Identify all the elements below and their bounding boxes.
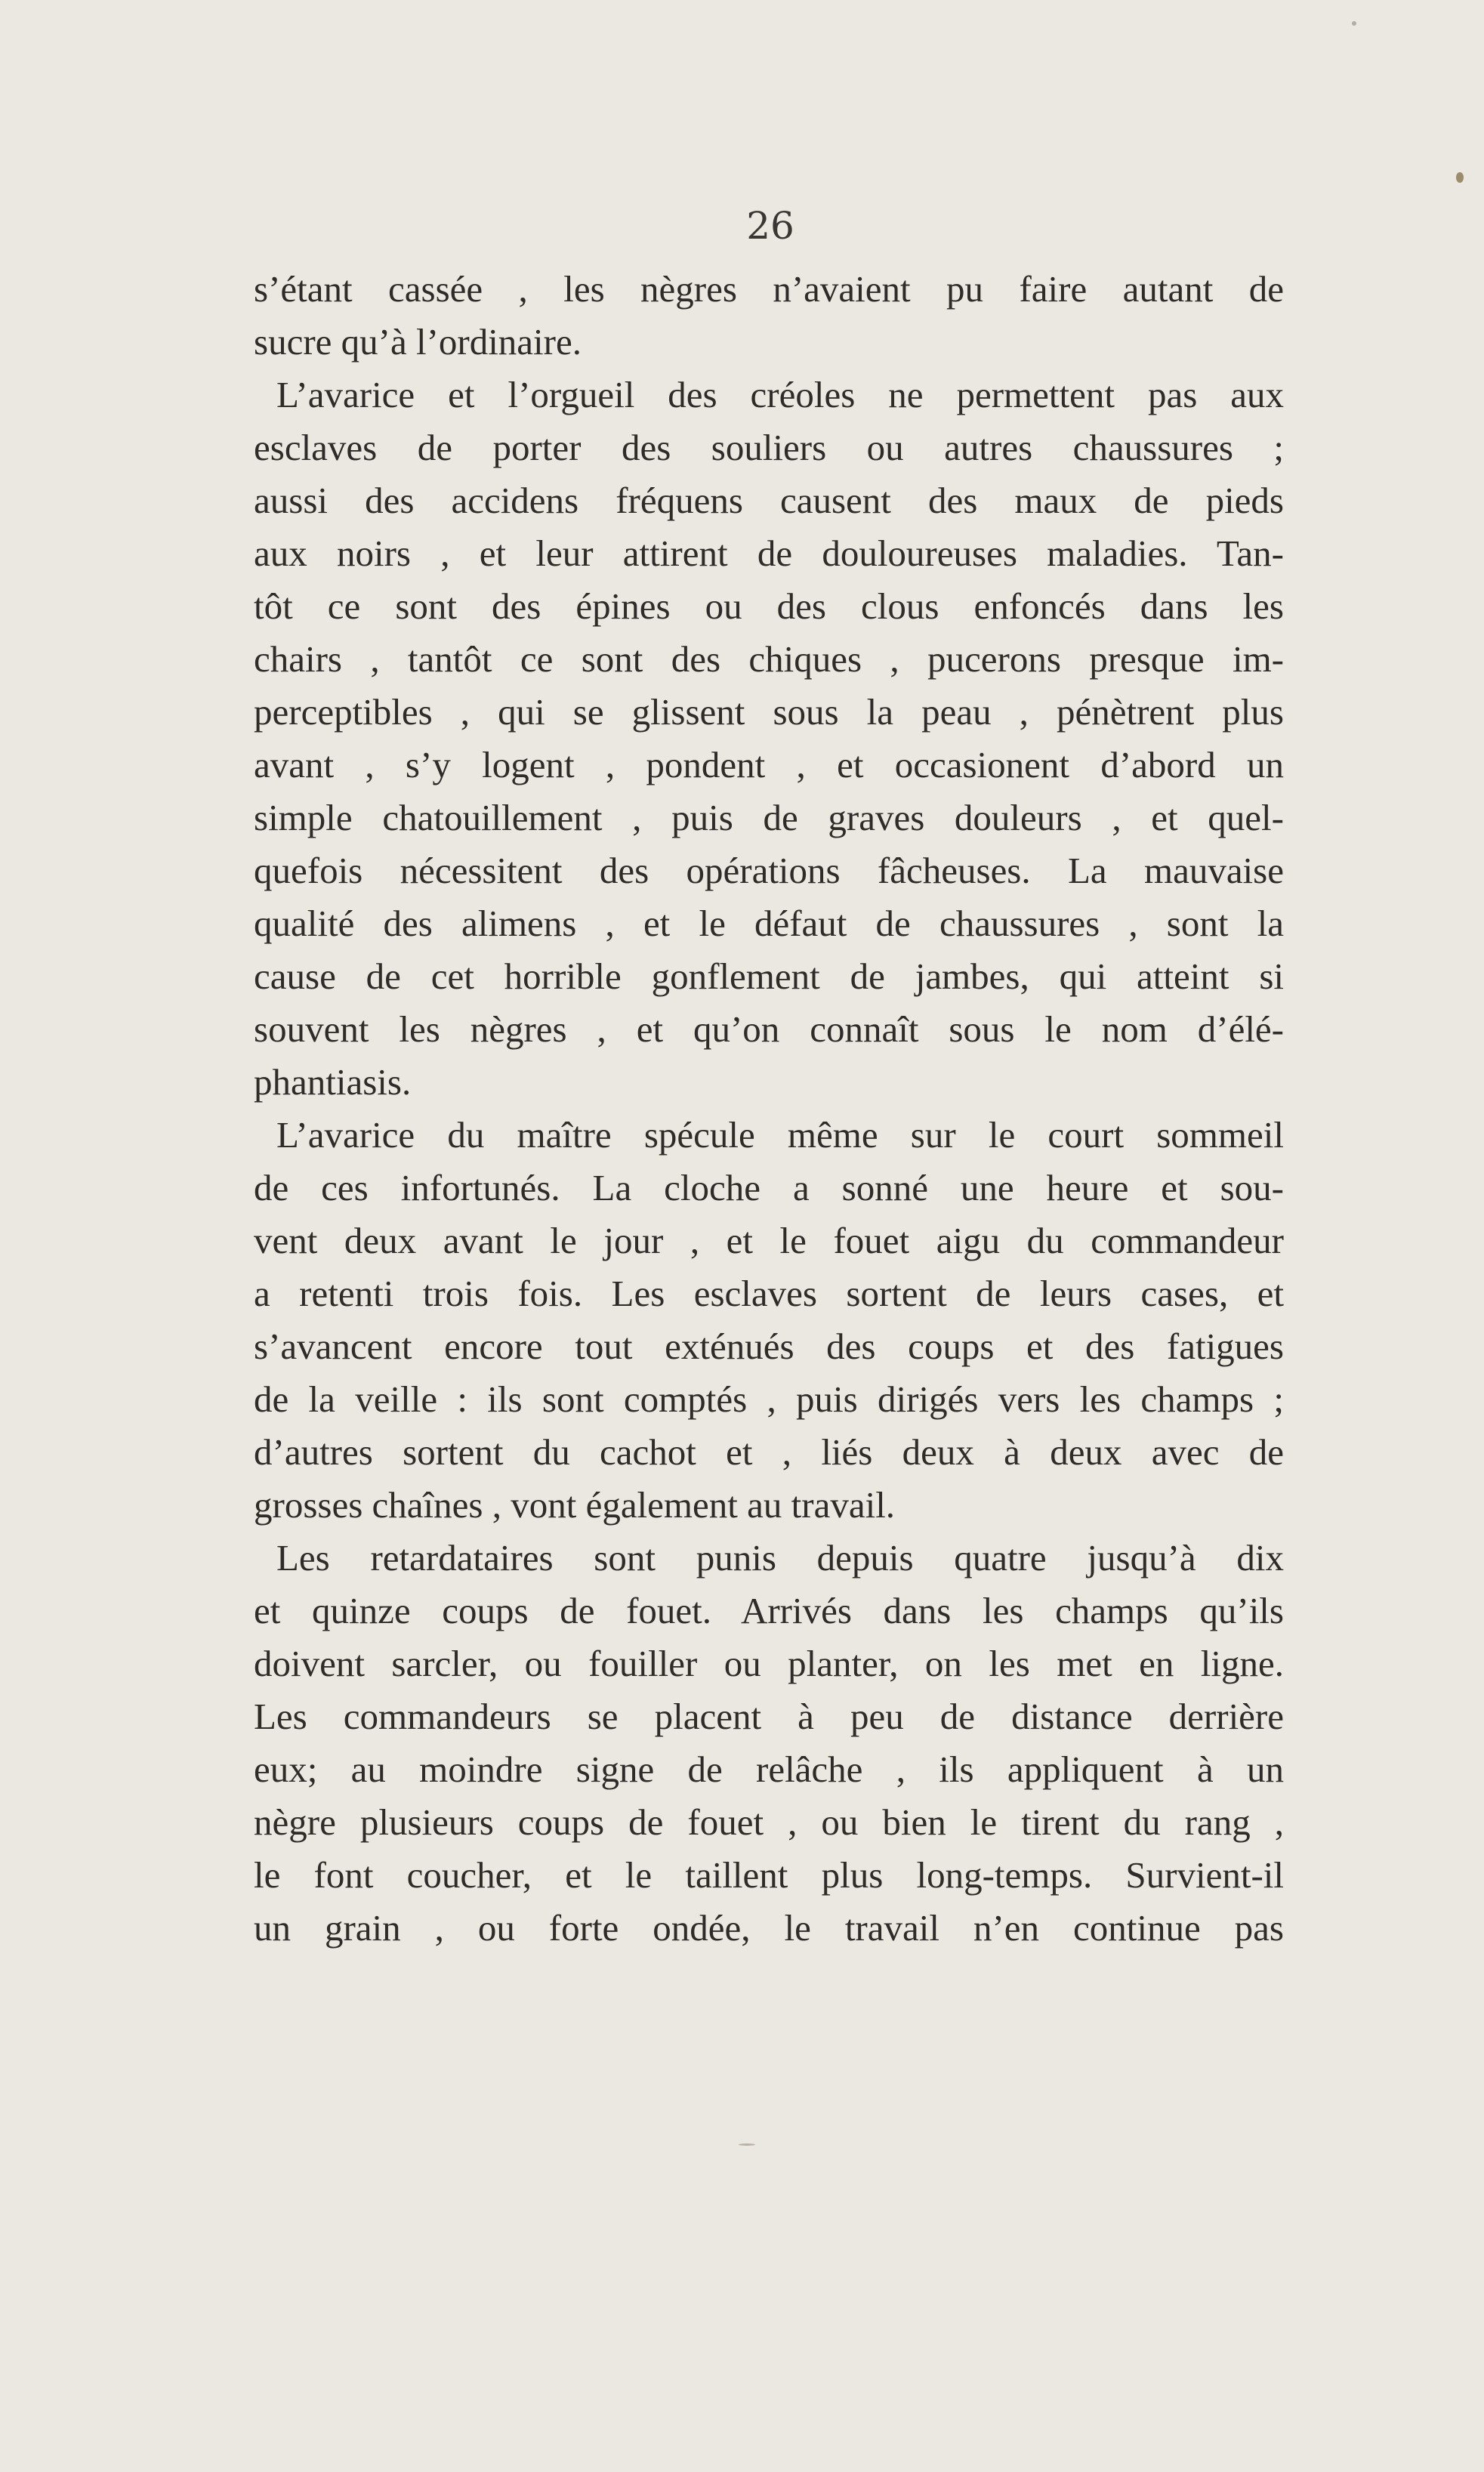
text-line: d’autres sortent du cachot et , liés deux à deux avec de	[254, 1431, 1284, 1473]
body-text	[254, 263, 1284, 1955]
text-line: doivent sarcler, ou fouiller ou planter, on les met en ligne.	[254, 1643, 1284, 1684]
text-line: L’avarice et l’orgueil des créoles ne permettent pas aux	[276, 374, 1284, 415]
paper-speck	[739, 2143, 755, 2146]
text-line: phantiasis.	[254, 1061, 412, 1103]
text-line: cause de cet horrible gonflement de jambes, qui atteint si	[254, 955, 1284, 997]
text-line: Les commandeurs se placent à peu de distance derrière	[254, 1696, 1284, 1737]
text-line: eux; au moindre signe de relâche , ils appliquent à un	[254, 1748, 1284, 1790]
text-line: qualité des alimens , et le défaut de chaussures , sont la	[254, 903, 1284, 944]
text-line: esclaves de porter des souliers ou autres chaussures ;	[254, 427, 1284, 468]
page-number: 26	[746, 204, 794, 248]
text-line: aussi des accidens fréquens causent des maux de pieds	[254, 480, 1284, 521]
text-line: simple chatouillement , puis de graves douleurs , et quel-	[254, 797, 1284, 838]
text-line: un grain , ou forte ondée, le travail n’en continue pas	[254, 1907, 1284, 1949]
paper-speck	[1352, 21, 1356, 26]
text-line: quefois nécessitent des opérations fâcheuses. La mauvaise	[254, 850, 1284, 891]
text-line: s’étant cassée , les nègres n’avaient pu faire autant de	[254, 268, 1284, 310]
text-line: chairs , tantôt ce sont des chiques , pucerons presque im-	[254, 638, 1284, 680]
text-line: perceptibles , qui se glissent sous la peau , pénètrent plus	[254, 691, 1284, 733]
text-line: le font coucher, et le taillent plus long-temps. Survient-il	[254, 1854, 1284, 1896]
text-line: avant , s’y logent , pondent , et occasionent d’abord un	[254, 744, 1284, 785]
text-line: Les retardataires sont punis depuis quatre jusqu’à dix	[276, 1537, 1284, 1579]
text-line: s’avancent encore tout exténués des coups et des fatigues	[254, 1325, 1284, 1367]
text-line: L’avarice du maître spécule même sur le court sommeil	[276, 1114, 1284, 1156]
text-line: et quinze coups de fouet. Arrivés dans les champs qu’ils	[254, 1590, 1284, 1631]
paper-speck	[1456, 172, 1464, 183]
text-line: de la veille : ils sont comptés , puis dirigés vers les champs ;	[254, 1378, 1284, 1420]
text-line: tôt ce sont des épines ou des clous enfoncés dans les	[254, 585, 1284, 627]
text-line: souvent les nègres , et qu’on connaît sous le nom d’élé-	[254, 1008, 1284, 1050]
text-line: aux noirs , et leur attirent de douloureuses maladies. Tan-	[254, 532, 1284, 574]
text-line: grosses chaînes , vont également au travail.	[254, 1484, 896, 1526]
text-line: sucre qu’à l’ordinaire.	[254, 321, 582, 363]
text-line: a retenti trois fois. Les esclaves sortent de leurs cases, et	[254, 1273, 1284, 1314]
text-line: nègre plusieurs coups de fouet , ou bien le tirent du rang ,	[254, 1801, 1284, 1843]
text-line: de ces infortunés. La cloche a sonné une heure et sou-	[254, 1167, 1284, 1208]
text-line: vent deux avant le jour , et le fouet aigu du commandeur	[254, 1220, 1284, 1261]
